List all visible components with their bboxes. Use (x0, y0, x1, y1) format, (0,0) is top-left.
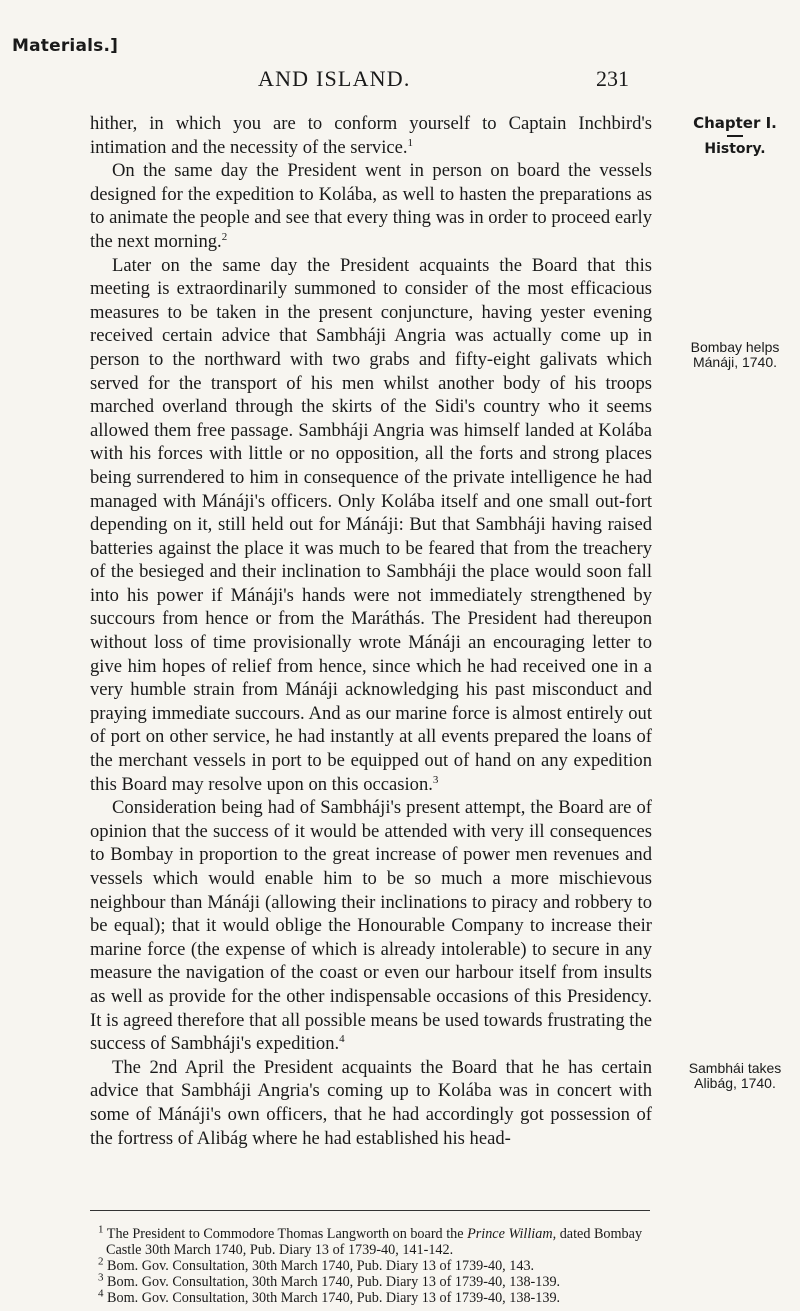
footnote (90, 1223, 670, 1258)
footnote (90, 1287, 670, 1306)
footnote (90, 1271, 670, 1290)
footnote-text: The President to Commodore Thomas Langworth on board the (106, 1226, 468, 1242)
footnote-number: 3 (98, 1271, 104, 1284)
footnote-number: 4 (98, 1287, 104, 1300)
history-label: History. (704, 141, 766, 157)
paragraph-text: Consideration being had of Sambháji's present attempt, the Board are of opinion that the success of it would be attended with very ill consequences to Bombay in proportion to the great increase of power men revenues and vessels which would enable him to be so much a more mischievous neighbour than Mánáji (allowing their inclinations to piracy and robbery to be equal); that it would oblige the Honourable Company to increase their marine force (the expense of which is already intolerable) to secure in any measure the navigation of the coast or even our harbour itself from insults as well as provide for the other indispensable occasions of this Presidency. It is agreed therefore that all possible means be used towards frustrating the success of Sambháji's expedition. (90, 797, 652, 1055)
paragraph (90, 1056, 652, 1150)
footnote (90, 1255, 670, 1274)
footnote-number: 1 (98, 1223, 104, 1236)
paragraph (90, 796, 652, 1056)
footnote-number: 2 (98, 1255, 104, 1268)
footnote-text: Bom. Gov. Consultation, 30th March 1740, Pub. Diary 13 of 1739-40, 138-139. (107, 1290, 561, 1306)
footnote-ship-name: Prince William, (467, 1226, 557, 1242)
side-note-sambhaji-takes: Sambhái takes Alibág, 1740. (688, 1060, 782, 1091)
paragraph (90, 159, 652, 253)
paragraph-text: Later on the same day the President acquaints the Board that this meeting is extraordinarily summoned to consider of the most efficacious measures to be taken in the present conjuncture, having yester evening received certain advice that Sambháji Angria was actually come up in person to the northward with two grabs and fifty-eight galivats which served for the transport of his men whilst another body of his troops marched overland through the skirts of the Sidi's country who it seems allowed them free passage. Sambháji Angria was himself landed at Kolába with his forces with little or no opposition, all the forts and strong places being surrendered to him in consequence of the private intelligence he had managed with Mánáji's officers. Only Kolába itself and one small out-fort depending on it, still held out for Mánáji: But that Sambháji having raised batteries against the place it was much to be feared that from the treachery of the besieged and their inclination to Sambháji the place would soon fall into his power if Mánáji's hands were not immediately strengthened by succours from hence or from the Maráthás. The President had thereupon without loss of time provisionally wrote Mánáji an encouraging letter to give him hopes of relief from hence, since which he had received one in a very humble strain from Mánáji acknowledging his past misconduct and praying immediate succours. And as our marine force is almost entirely out of port on other service, he had instantly at all events prepared the loans of the merchant vessels in port to be equipped out of hand on any expedition this Board may resolve upon on this occasion. (90, 254, 652, 795)
footnote-ref: 4 (339, 1032, 345, 1045)
chapter-marginal (676, 114, 794, 157)
side-note-bombay-helps: Bombay helps Mánáji, 1740. (690, 339, 780, 370)
footnote-divider (90, 1210, 650, 1211)
body-text (90, 112, 652, 1150)
footnote-ref: 2 (221, 230, 228, 243)
footnote-text: Bom. Gov. Consultation, 30th March 1740, Pub. Diary 13 of 1739-40, 143. (107, 1258, 535, 1274)
footnote-text: Bom. Gov. Consultation, 30th March 1740, Pub. Diary 13 of 1739-40, 138-139. (107, 1274, 561, 1290)
page-number: 231 (596, 66, 629, 91)
footnote-text-tail: dated Bombay Castle 30th March 1740, Pub. Diary 13 of 1739-40, 141-142. (106, 1226, 643, 1258)
paragraph (90, 254, 652, 797)
chapter-rule (727, 135, 743, 137)
paragraph-text: hither, in which you are to conform yourself to Captain Inchbird's intimation and the necessity of the service. (90, 113, 652, 158)
footnote-ref: 3 (432, 773, 439, 786)
footnote-ref: 1 (407, 136, 414, 149)
running-head-title: AND ISLAND. (258, 66, 411, 91)
footnotes (90, 1223, 670, 1306)
running-head-left: Materials.] (12, 36, 119, 56)
paragraph-text: The 2nd April the President acquaints the Board that he has certain advice that Sambháji Angria's coming up to Kolába was in concert with some of Mánáji's own officers, that he had accordingly got possession of the fortress of Alibág where he had established his head- (90, 1056, 652, 1149)
paragraph-text: On the same day the President went in person on board the vessels designed for the expedition to Kolába, as well to hasten the preparations as to animate the people and see that every thing was in order to proceed early the next morning. (90, 160, 652, 252)
paragraph (90, 112, 652, 159)
chapter-label: Chapter I. (693, 114, 777, 132)
